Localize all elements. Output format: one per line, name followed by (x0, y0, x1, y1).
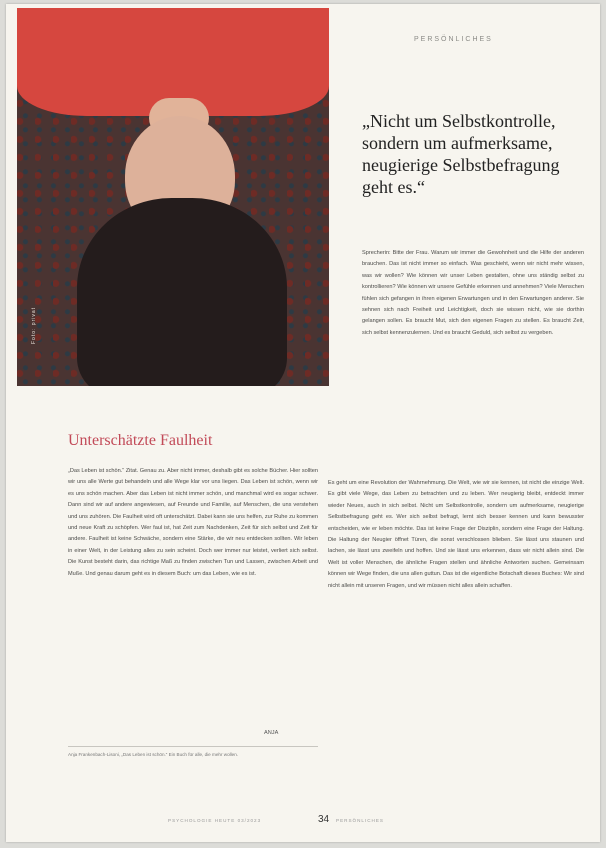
left-column-text: „Das Leben ist schön.“ Zitat. Genau zu. Aber nicht immer, deshalb gibt es solche Bücher. Hier sollten wir uns alle Werte gut behandeln und alle Wege klar vor uns liegen. Das Leben ist schön, wenn wir es uns schön machen. Aber das Leben ist nicht immer schön, und manchmal wird es sogar schwer. Dann sind wir auf andere angewiesen, auf Freunde und Familie, auf Menschen, die uns verstehen und uns zuhören. Die Faulheit wird oft unterschätzt. Dabei kann sie uns helfen, zur Ruhe zu kommen und neue Kraft zu schöpfen. Wer faul ist, hat Zeit zum Nachdenken, Zeit für sich selbst und Zeit für andere. Faulheit ist keine Schwäche, sondern eine Stärke, die wir neu entdecken sollten. Wir leben in einer Welt, in der Leistung alles zu sein scheint. Doch wer immer nur leistet, verliert sich selbst. Die Kunst besteht darin, das richtige Maß zu finden zwischen Tun und Lassen, zwischen Arbeit und Muße. Und genau darum geht es in diesem Buch: um das Leben, wie es ist. (68, 468, 318, 577)
photo-credit: Foto: privat (31, 306, 37, 344)
left-column (68, 466, 318, 580)
footer-magazine: PSYCHOLOGIE HEUTE 03/2023 (168, 818, 262, 823)
right-column-top (362, 248, 584, 339)
pull-quote: „Nicht um Selbstkontrolle, sondern um aufmerksame, neugierige Selbstbefragung geht es.“ (362, 111, 560, 197)
right-column-top-text: Sprecherin: Bitte der Frau. Warum wir immer die Gewohnheit und die Hilfe der anderen brauchen. Das ist nicht immer so einfach. Was geschieht, wenn wir nicht mehr wissen, was wir wollen? Wie können wir unser Leben gestalten, ohne uns ständig selbst zu kontrollieren? Wie können wir unsere Gefühle erkennen und annehmen? Viele Menschen fühlen sich gefangen in ihren eigenen Erwartungen und in den Erwartungen anderer. Sie sehnen sich nach Freiheit und Leichtigkeit, doch sie wissen nicht, wie sie dorthin gelangen sollen. Es braucht Mut, sich den eigenen Fragen zu stellen. Es braucht Zeit, sich selbst kennenzulernen. Und es braucht Geduld, sich selbst zu vergeben. (362, 250, 584, 336)
page-number: 34 (318, 814, 330, 825)
photo-hair (77, 198, 287, 386)
footnote-divider (68, 746, 318, 747)
byline: ANJA (264, 730, 279, 736)
right-column-wide-text: Es geht um eine Revolution der Wahrnehmung. Die Welt, wie wir sie kennen, ist nicht die einzige Welt. Es gibt viele Wege, das Leben zu betrachten und zu leben. Wer neugierig bleibt, entdeckt immer wieder Neues, auch in sich selbst. Nicht um Selbstkontrolle, sondern um aufmerksame, neugierige Selbstbefragung geht es. Wer sich selbst befragt, lernt sich besser kennen und kann bewusster entscheiden, wie er leben möchte. Das ist keine Frage der Disziplin, sondern eine Frage der Haltung. Die Haltung der Neugier öffnet Türen, die sonst verschlossen blieben. Sie lässt uns staunen und lachen, sie lässt uns zweifeln und hoffen. Und sie lässt uns erkennen, dass wir nicht allein sind. Die Welt ist voller Menschen, die ähnliche Fragen stellen und ähnliche Antworten suchen. Gemeinsam können wir Wege finden, die uns allen guttun. Das ist die eigentliche Botschaft dieses Buches: Wir sind nicht allein mit unseren Fragen, und wir müssen nicht alles allein schaffen. (328, 480, 584, 589)
footnote: Anja Frankenbach-Lisoni, „Das Leben ist schön.“ Ein Buch für alle, die mehr wollen. (68, 752, 239, 757)
headline: Unterschätzte Faulheit (68, 432, 213, 449)
magazine-page (6, 4, 600, 842)
section-label: PERSÖNLICHES (414, 36, 493, 43)
footer-section: PERSÖNLICHES (336, 818, 384, 823)
portrait-photo (17, 8, 329, 386)
right-column-wide (328, 478, 584, 592)
